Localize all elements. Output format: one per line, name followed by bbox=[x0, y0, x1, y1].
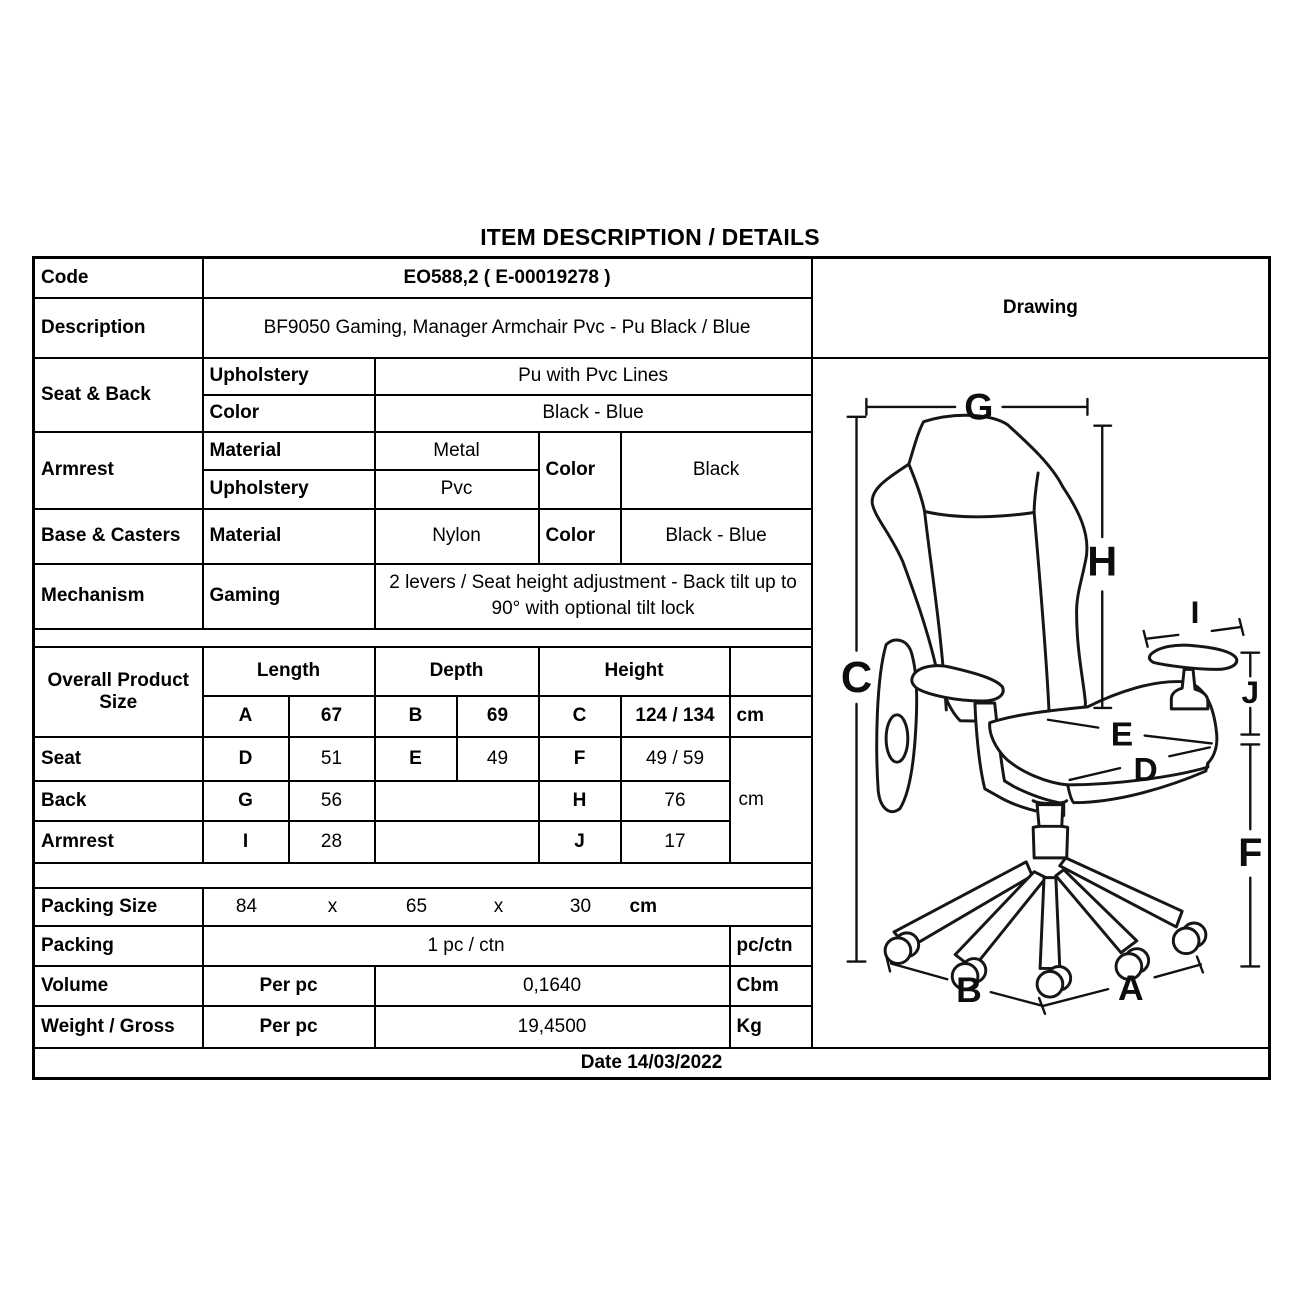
size-seat-depth-key: E bbox=[375, 737, 457, 781]
size-armrest-empty-cell bbox=[375, 821, 539, 863]
spec-table bbox=[32, 256, 1271, 1080]
seat-back-upholstery-label: Upholstery bbox=[203, 358, 375, 395]
dim-label-c: C bbox=[840, 653, 872, 702]
spacer-row bbox=[34, 629, 812, 647]
dim-label-e: E bbox=[1110, 715, 1133, 753]
armrest-upholstery-label: Upholstery bbox=[203, 470, 375, 509]
size-armrest-length-key: I bbox=[203, 821, 289, 863]
seat-back-color-label: Color bbox=[203, 395, 375, 432]
armrest-color-label: Color bbox=[539, 432, 621, 509]
size-header-empty-cell bbox=[730, 647, 812, 696]
size-overall-depth-key: B bbox=[375, 696, 457, 737]
packing-size-width: 84 bbox=[235, 895, 258, 917]
dim-label-d: D bbox=[1133, 751, 1158, 789]
packing-size-values bbox=[204, 896, 811, 918]
size-overall-height-value: 124 / 134 bbox=[621, 696, 730, 737]
base-casters-color-label: Color bbox=[539, 509, 621, 564]
packing-value: 1 pc / ctn bbox=[203, 926, 730, 966]
dim-label-b: B bbox=[955, 969, 982, 1010]
size-back-height-key: H bbox=[539, 781, 621, 821]
chair-outline bbox=[872, 415, 1237, 997]
armrest-color-value: Black bbox=[621, 432, 812, 509]
weight-value: 19,4500 bbox=[375, 1006, 730, 1048]
size-seat-depth-value: 49 bbox=[457, 737, 539, 781]
packing-size-depth: 65 bbox=[405, 895, 428, 917]
armrest-material-label: Material bbox=[203, 432, 375, 470]
packing-size-label: Packing Size bbox=[34, 888, 203, 926]
armrest-upholstery-value: Pvc bbox=[375, 470, 539, 509]
size-overall-unit: cm bbox=[730, 696, 812, 737]
size-seat-height-key: F bbox=[539, 737, 621, 781]
chair-drawing bbox=[819, 359, 1270, 1041]
size-label: Overall Product Size bbox=[34, 647, 203, 737]
size-seat-length-value: 51 bbox=[289, 737, 375, 781]
size-back-empty-cell bbox=[375, 781, 539, 821]
code-label: Code bbox=[34, 258, 203, 298]
packing-size-unit: cm bbox=[629, 895, 657, 917]
weight-per: Per pc bbox=[203, 1006, 375, 1048]
seat-back-color-value: Black - Blue bbox=[375, 395, 812, 432]
size-armrest-label: Armrest bbox=[34, 821, 203, 863]
base-casters-color-value: Black - Blue bbox=[621, 509, 812, 564]
size-length-header: Length bbox=[203, 647, 375, 696]
dim-label-i: I bbox=[1190, 593, 1199, 630]
drawing-header: Drawing bbox=[812, 258, 1270, 358]
size-armrest-height-value: 17 bbox=[621, 821, 730, 863]
dim-label-j: J bbox=[1241, 673, 1259, 710]
size-rows-unit: cm bbox=[730, 737, 812, 863]
mechanism-sub-label: Gaming bbox=[203, 564, 375, 629]
armrest-material-value: Metal bbox=[375, 432, 539, 470]
size-height-header: Height bbox=[539, 647, 730, 696]
description-label: Description bbox=[34, 298, 203, 358]
size-overall-height-key: C bbox=[539, 696, 621, 737]
size-back-length-key: G bbox=[203, 781, 289, 821]
drawing-cell bbox=[812, 358, 1270, 1048]
seat-back-label: Seat & Back bbox=[34, 358, 203, 432]
mechanism-label: Mechanism bbox=[34, 564, 203, 629]
weight-unit: Kg bbox=[730, 1006, 812, 1048]
size-back-height-value: 76 bbox=[621, 781, 730, 821]
packing-size-x: x bbox=[493, 895, 504, 917]
packing-label: Packing bbox=[34, 926, 203, 966]
volume-label: Volume bbox=[34, 966, 203, 1006]
size-overall-length-value: 67 bbox=[289, 696, 375, 737]
seat-back-upholstery-value: Pu with Pvc Lines bbox=[375, 358, 812, 395]
volume-value: 0,1640 bbox=[375, 966, 730, 1006]
dim-label-g: G bbox=[963, 385, 994, 428]
base-casters-material-label: Material bbox=[203, 509, 375, 564]
size-back-length-value: 56 bbox=[289, 781, 375, 821]
volume-per: Per pc bbox=[203, 966, 375, 1006]
mechanism-value: 2 levers / Seat height adjustment - Back tilt up to 90° with optional tilt lock bbox=[375, 564, 812, 629]
description-value: BF9050 Gaming, Manager Armchair Pvc - Pu Black / Blue bbox=[203, 298, 812, 358]
size-seat-length-key: D bbox=[203, 737, 289, 781]
code-value: EO588,2 ( E-00019278 ) bbox=[203, 258, 812, 298]
size-back-label: Back bbox=[34, 781, 203, 821]
size-seat-label: Seat bbox=[34, 737, 203, 781]
dim-label-a: A bbox=[1117, 967, 1144, 1008]
packing-size-value-cell bbox=[203, 888, 812, 926]
base-casters-label: Base & Casters bbox=[34, 509, 203, 564]
weight-label: Weight / Gross bbox=[34, 1006, 203, 1048]
date-row: Date 14/03/2022 bbox=[34, 1048, 1270, 1079]
spacer-row bbox=[34, 863, 812, 888]
size-armrest-height-key: J bbox=[539, 821, 621, 863]
packing-unit: pc/ctn bbox=[730, 926, 812, 966]
armrest-label: Armrest bbox=[34, 432, 203, 509]
dim-label-f: F bbox=[1237, 830, 1262, 875]
page-title: ITEM DESCRIPTION / DETAILS bbox=[480, 224, 820, 250]
dim-label-h: H bbox=[1086, 537, 1117, 585]
size-seat-height-value: 49 / 59 bbox=[621, 737, 730, 781]
size-depth-header: Depth bbox=[375, 647, 539, 696]
volume-unit: Cbm bbox=[730, 966, 812, 1006]
size-overall-depth-value: 69 bbox=[457, 696, 539, 737]
size-overall-length-key: A bbox=[203, 696, 289, 737]
packing-size-height: 30 bbox=[569, 895, 592, 917]
base-casters-material-value: Nylon bbox=[375, 509, 539, 564]
packing-size-x: x bbox=[327, 895, 338, 917]
size-armrest-length-value: 28 bbox=[289, 821, 375, 863]
